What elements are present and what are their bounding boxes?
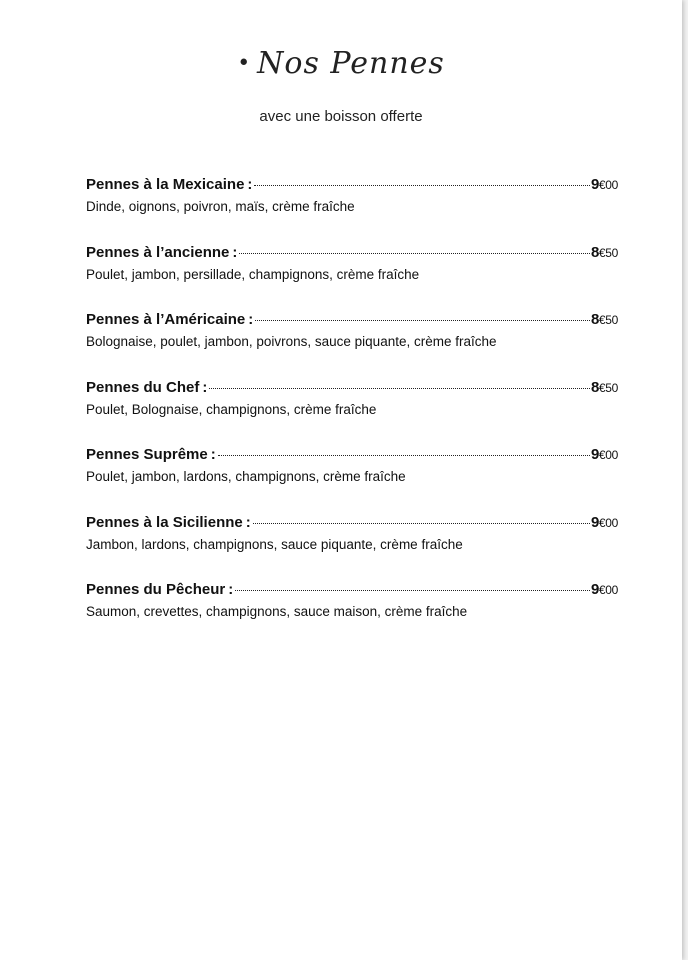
menu-item: [86, 311, 618, 379]
price-euros: 8: [591, 378, 599, 396]
menu-item-header: [86, 176, 618, 196]
menu-list: [86, 176, 618, 649]
price-cents: €00: [598, 178, 618, 192]
price-cents: €50: [598, 313, 618, 327]
price-euros: 8: [591, 311, 599, 328]
dotted-leader: [253, 523, 590, 524]
menu-item-price: [591, 379, 618, 396]
flourish-icon: •: [237, 51, 252, 76]
title-text: Nos Pennes: [257, 46, 445, 81]
dotted-leader: [255, 320, 590, 321]
menu-item-price: [591, 244, 618, 261]
menu-item-price: [591, 581, 618, 598]
menu-item-description: Saumon, crevettes, champignons, sauce maison, crème fraîche: [86, 604, 468, 619]
menu-item-price: [591, 514, 618, 531]
item-name-colon: :: [232, 243, 238, 261]
item-name-text: Pennes du Pêcheur: [86, 581, 226, 598]
menu-item: [86, 379, 618, 447]
menu-item-name: [86, 311, 253, 328]
item-name-text: Pennes à la Mexicaine: [86, 176, 245, 193]
item-name-text: Pennes du Chef: [86, 378, 200, 396]
dotted-leader: [254, 185, 590, 186]
menu-item: [86, 244, 618, 312]
item-name-text: Pennes à l’Américaine: [86, 311, 246, 328]
price-cents: €00: [598, 448, 618, 462]
menu-item-price: [591, 176, 618, 193]
item-name-colon: :: [248, 311, 254, 328]
price-cents: €50: [598, 245, 618, 260]
item-name-colon: :: [202, 378, 208, 396]
menu-item-name: [86, 244, 237, 261]
menu-item-description: Dinde, oignons, poivron, maïs, crème fraîche: [86, 199, 355, 214]
menu-item-header: [86, 244, 618, 264]
price-euros: 9: [591, 581, 599, 598]
menu-item-description: Poulet, jambon, persillade, champignons, crème fraîche: [86, 266, 420, 282]
menu-item-name: [86, 581, 233, 598]
item-name-text: Pennes Suprême: [86, 446, 208, 463]
item-name-colon: :: [245, 513, 251, 531]
menu-item-description: Poulet, jambon, lardons, champignons, crème fraîche: [86, 469, 406, 484]
menu-item: [86, 446, 618, 514]
menu-item-name: [86, 176, 252, 193]
menu-item-header: [86, 446, 618, 466]
item-name-text: Pennes à la Sicilienne: [86, 513, 243, 531]
price-cents: €00: [598, 583, 618, 597]
menu-item: [86, 581, 618, 649]
menu-item-header: [86, 379, 618, 399]
menu-item-header: [86, 514, 618, 534]
menu-item-name: [86, 379, 207, 396]
menu-item-name: [86, 446, 216, 463]
dotted-leader: [218, 455, 590, 456]
menu-item-price: [591, 311, 618, 328]
item-name-text: Pennes à l’ancienne: [86, 243, 230, 261]
menu-item-header: [86, 311, 618, 331]
dotted-leader: [239, 253, 590, 254]
price-cents: €50: [598, 380, 618, 395]
price-euros: 9: [591, 176, 599, 193]
menu-item: [86, 176, 618, 244]
item-name-colon: :: [210, 446, 216, 463]
menu-item-name: [86, 514, 251, 531]
dotted-leader: [209, 388, 590, 389]
page-subtitle: avec une boisson offerte: [259, 108, 423, 125]
menu-item-description: Jambon, lardons, champignons, sauce piquante, crème fraîche: [86, 536, 463, 552]
menu-item-header: [86, 581, 618, 601]
item-name-colon: :: [228, 581, 234, 598]
price-euros: 9: [591, 513, 599, 531]
price-euros: 8: [591, 243, 599, 261]
menu-item-description: Poulet, Bolognaise, champignons, crème fraîche: [86, 401, 377, 417]
page-title: [0, 46, 682, 81]
menu-item-description: Bolognaise, poulet, jambon, poivrons, sauce piquante, crème fraîche: [86, 334, 497, 349]
price-euros: 9: [591, 446, 599, 463]
item-name-colon: :: [247, 176, 253, 193]
price-cents: €00: [598, 515, 618, 530]
menu-item-price: [591, 446, 618, 463]
menu-item: [86, 514, 618, 582]
dotted-leader: [235, 590, 590, 591]
